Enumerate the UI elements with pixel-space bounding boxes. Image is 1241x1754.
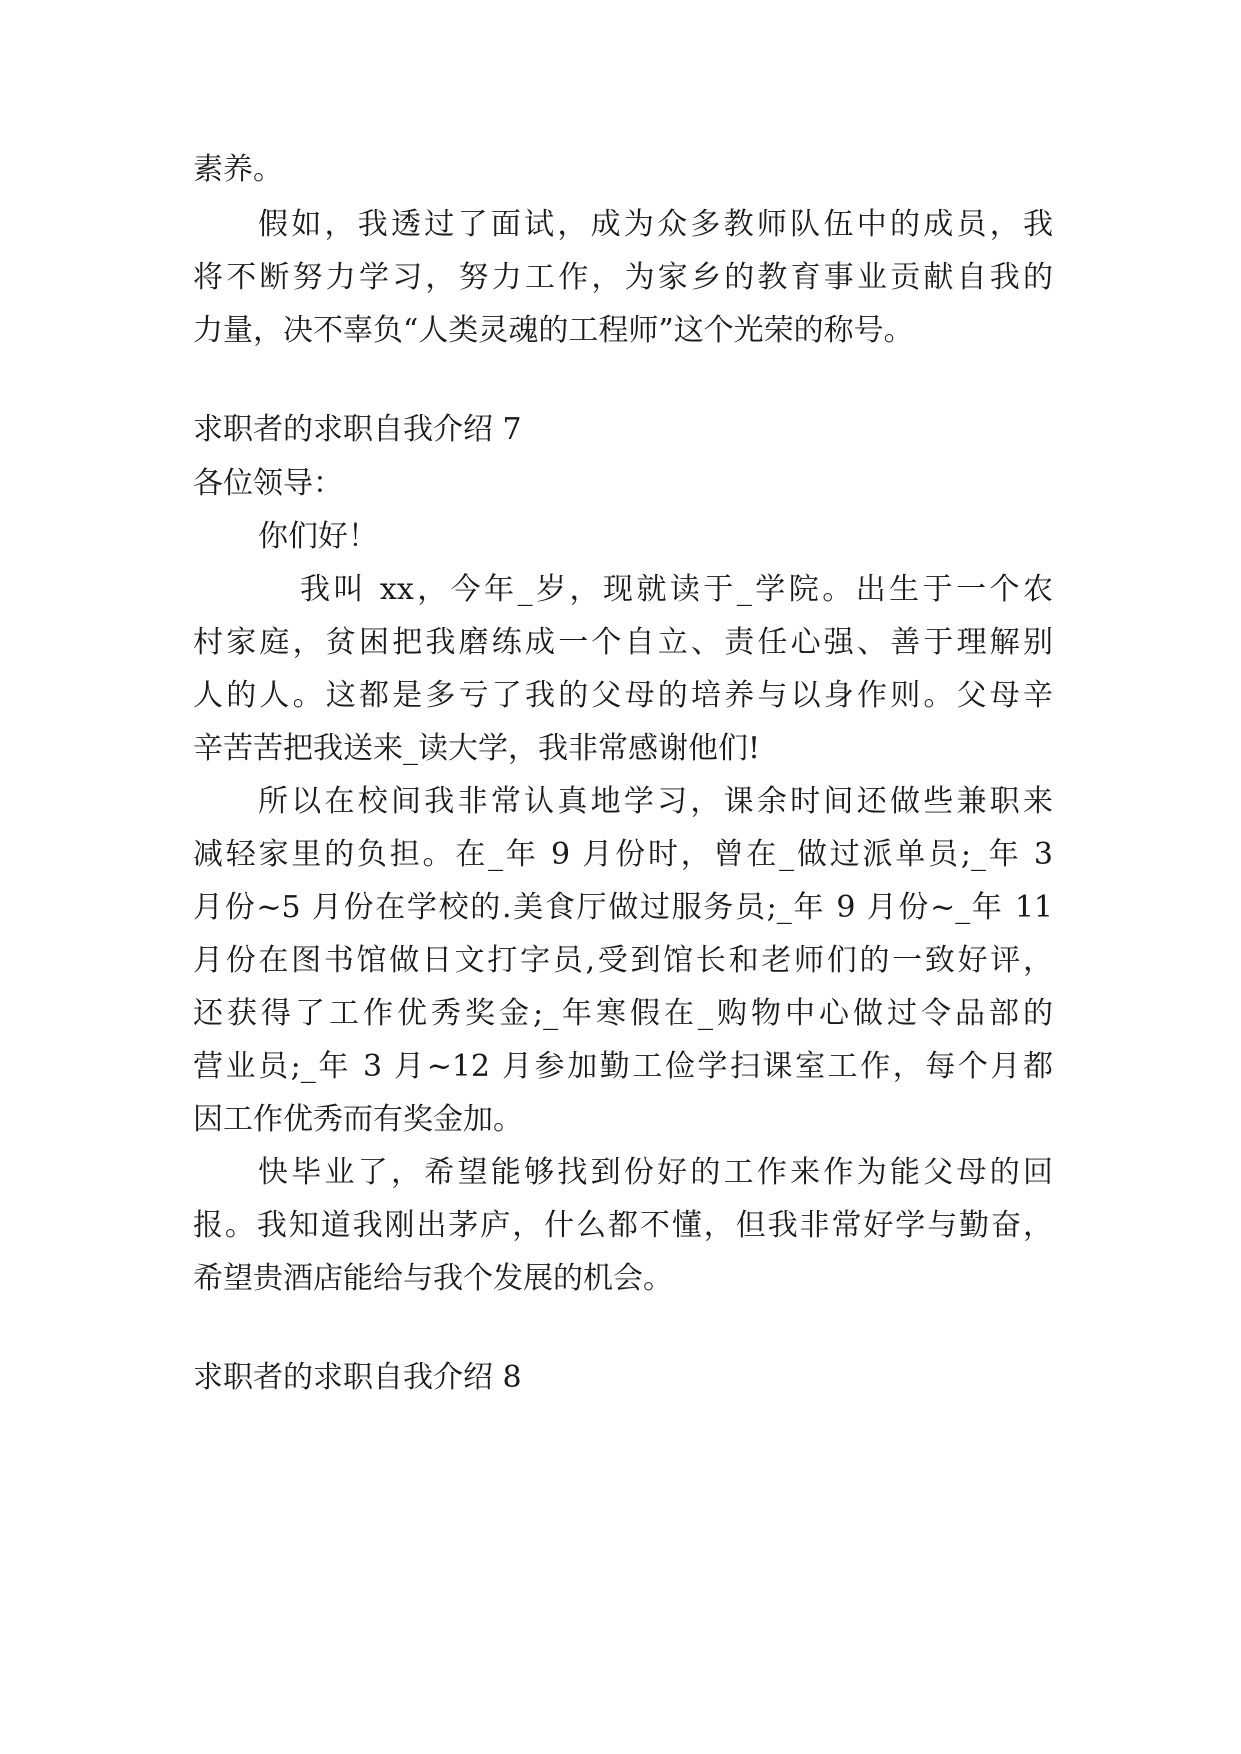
paragraph-line: 因工作优秀而有奖金加。 <box>193 1102 523 1137</box>
paragraph-line: 辛苦苦把我送来_读大学，我非常感谢他们! <box>193 731 761 766</box>
paragraph-line: 还获得了工作优秀奖金;_年寒假在_购物中心做过令品部的 <box>193 996 1053 1031</box>
paragraph-line: 希望贵酒店能给与我个发展的机会。 <box>193 1261 673 1296</box>
paragraph-line: 假如，我透过了面试，成为众多教师队伍中的成员，我 <box>258 207 1053 242</box>
paragraph-line: 力量，决不辜负“人类灵魂的工程师”这个光荣的称号。 <box>193 313 914 348</box>
paragraph-line: 报。我知道我刚出茅庐，什么都不懂，但我非常好学与勤奋， <box>193 1208 1053 1243</box>
paragraph-line: 人的人。这都是多亏了我的父母的培养与以身作则。父母辛 <box>193 678 1053 713</box>
paragraph-line: 快毕业了，希望能够找到份好的工作来作为能父母的回 <box>258 1155 1053 1190</box>
paragraph-line: 减轻家里的负担。在_年 9 月份时，曾在_做过派单员;_年 3 <box>193 837 1053 872</box>
paragraph-line: 营业员;_年 3 月~12 月参加勤工俭学扫课室工作，每个月都 <box>193 1049 1053 1084</box>
section-heading: 求职者的求职自我介绍 7 <box>193 412 522 447</box>
paragraph-line: 素养。 <box>193 152 283 187</box>
paragraph-line: 村家庭，贫困把我磨练成一个自立、责任心强、善于理解别 <box>193 625 1053 660</box>
paragraph-line: 月份在图书馆做日文打字员,受到馆长和老师们的一致好评， <box>193 943 1053 978</box>
paragraph-line: 所以在校间我非常认真地学习，课余时间还做些兼职来 <box>258 784 1053 819</box>
paragraph-line: 将不断努力学习，努力工作，为家乡的教育事业贡献自我的 <box>193 260 1053 295</box>
greeting: 你们好！ <box>258 519 378 554</box>
paragraph-line: 我叫 xx，今年_岁，现就读于_学院。出生于一个农 <box>300 572 1053 607</box>
salutation: 各位领导： <box>193 466 343 501</box>
section-heading: 求职者的求职自我介绍 8 <box>193 1360 522 1395</box>
paragraph-line: 月份~5 月份在学校的.美食厅做过服务员;_年 9 月份~_年 11 <box>193 890 1053 925</box>
